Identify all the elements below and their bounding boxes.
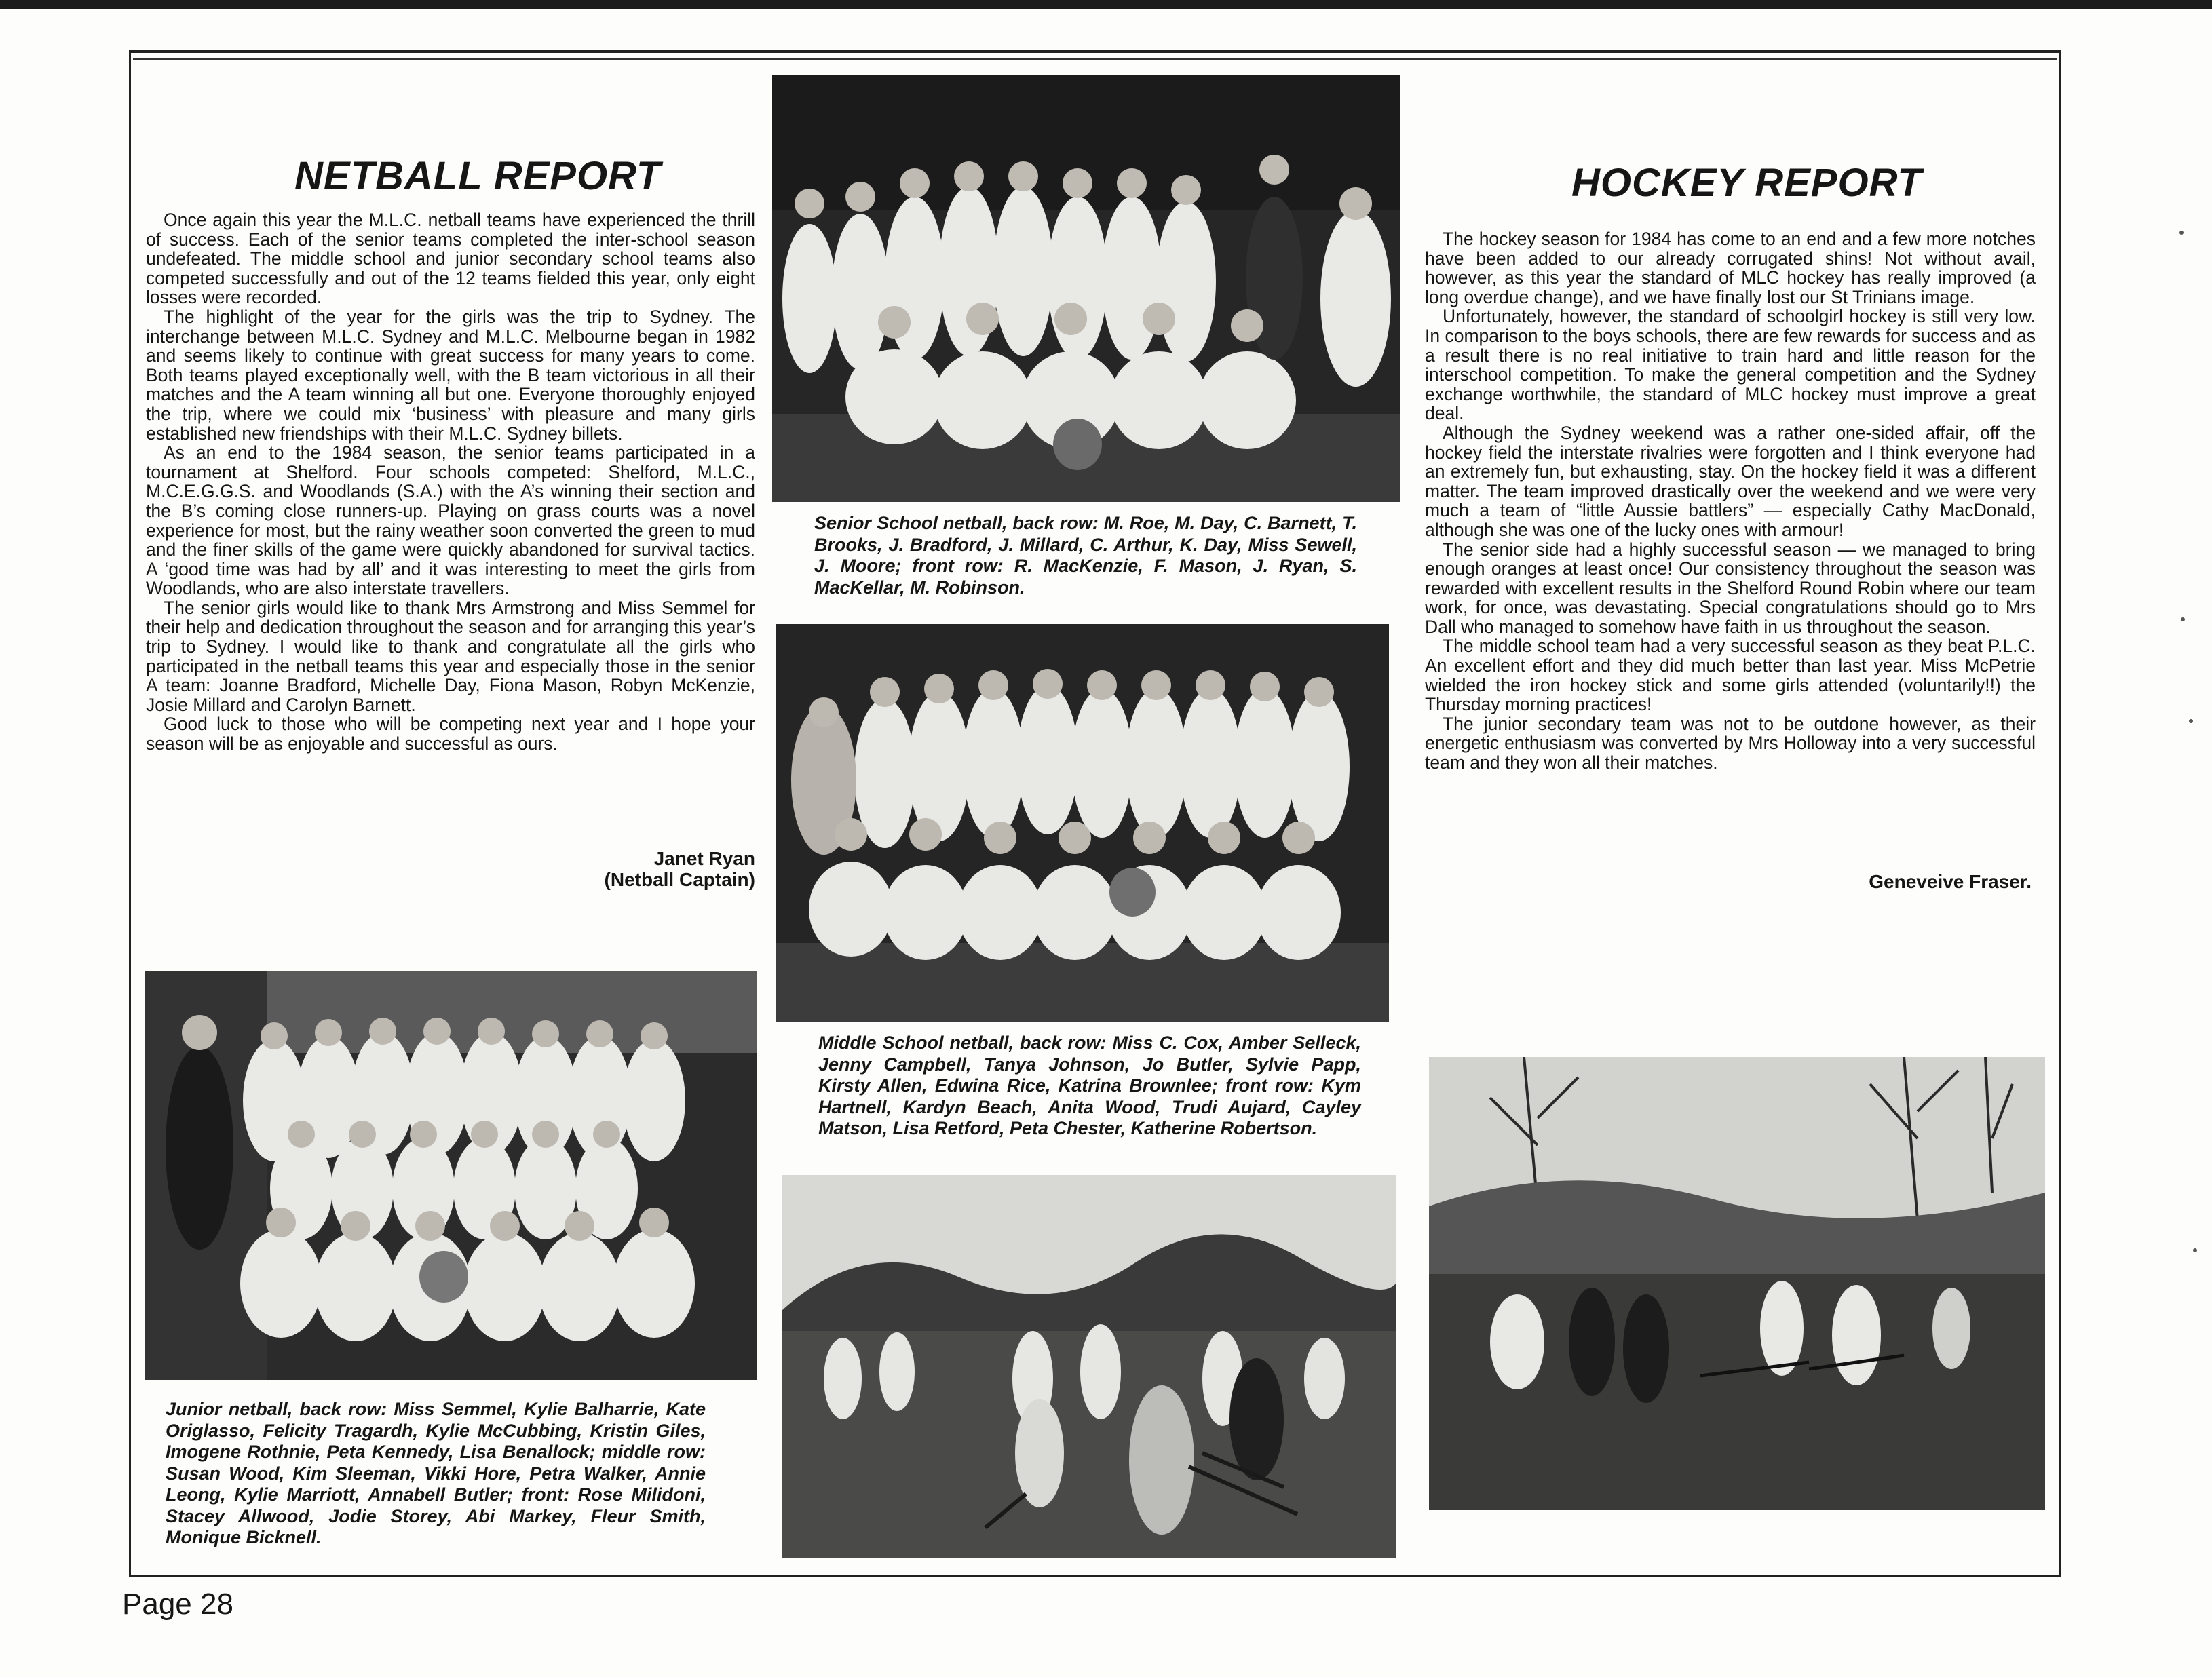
netball-paragraph: The highlight of the year for the girls was the trip to Sydney. The interchange between M.L.C. Sydney and M.L.C. Melbourne began in 1982 and seems likely to continue with great success for many years to come. Both teams played exceptionally well, with the B team victorious in all their matches and the A team winning all but one. Everyone thoroughly enjoyed the trip, where we could mix ‘business’ with pleasure and many girls established new friendships with their M.L.C. Sydney billets. (146, 306, 755, 444)
junior-netball-caption: Junior netball, back row: Miss Semmel, Kylie Balharrie, Kate Origlasso, Felicity Tragardh, Kylie McCubbing, Kristin Giles, Imogene Rothnie, Peta Kennedy, Lisa Benallock; middle row: Susan Wood, Kim Sleeman, Vikki Hore, Petra Walker, Annie Leong, Kylie Marriott, Annabell Butler; front: Rose Milidoni, Stacey Allwood, Jodie Storey, Abi Markey, Fleur Smith, Monique Bicknell. (166, 1399, 706, 1547)
hockey-paragraph: Although the Sydney weekend was a rather one-sided affair, off the hockey field the interstate rivalries were forgotten and I think everyone had an extremely fun, but exhausting, stay. On the hockey field it was a different matter. The team improved drastically over the weekend and we were very much a team of “little Aussie battlers” — especially Cathy MacDonald, although she was one of the lucky ones with armour! (1425, 422, 2036, 540)
senior-netball-caption: Senior School netball, back row: M. Roe, M. Day, C. Barnett, T. Brooks, J. Bradford, J. Millard, C. Arthur, K. Day, Miss Sewell, J. Moore; front row: R. MacKenzie, F. Mason, J. Ryan, S. MacKellar, M. Robinson. (814, 513, 1357, 598)
hockey-paragraph: The senior side had a highly successful season — we managed to bring enough oranges at least once! Our consistency throughout the season was rewarded with excellent results in the Shelford Round Robin where our team work, for once, was devastating. Special congratulations should go to Mrs Dall who managed to somehow have faith in us throughout the season. (1425, 539, 2036, 637)
hockey-paragraph: The junior secondary team was not to be outdone however, as their energetic enthusiasm was converted by Mrs Holloway into a very successful team and they won all their matches. (1425, 713, 2036, 773)
netball-paragraph: As an end to the 1984 season, the senior teams participated in a tournament at Shelford. Four schools competed: Shelford, M.L.C., M.C.E.G.G.S. and Woodlands (S.A.) with the A’s winning their section and the B’s coming close runners-up. Playing on grass courts was a novel experience for most, but the rainy weather soon converted the green to mud and the finer skills of the game were quickly abandoned for survival tactics. A ‘good time was had by all’ and it was interesting to meet the girls from Woodlands, who are also interstate travellers. (146, 442, 755, 599)
netball-paragraph: Once again this year the M.L.C. netball teams have experienced the thrill of success. Each of the senior teams completed the inter-school season undefeated. The middle school and junior secondary school teams also competed successfully and out of the 12 teams fielded this year, only eight losses were recorded. (146, 210, 755, 308)
scan-speck (2189, 719, 2193, 723)
senior-netball-photo (772, 75, 1400, 502)
hockey-heading: HOCKEY REPORT (1571, 161, 1922, 205)
hockey-author: Geneveive Fraser. (1869, 871, 2032, 892)
hockey-paragraph: Unfortunately, however, the standard of schoolgirl hockey is still very low. In comparison to the boys schools, there are few rewards for success and as a result there is no real initiative to train hard and little reason for the interschool competition. To make the general competition and the Sydney exchange worthwhile, the standard of MLC hockey must improve a great deal. (1425, 306, 2036, 424)
scan-speck (2193, 1248, 2197, 1252)
netball-paragraph: Good luck to those who will be competing next year and I hope your season will be as enjoyable and successful as ours. (146, 714, 755, 754)
frame-rule (133, 58, 2057, 60)
hockey-article (1425, 229, 2036, 773)
scan-speck (2179, 231, 2184, 235)
page-number: Page 28 (122, 1587, 233, 1621)
hockey-paragraph: The middle school team had a very successful season as they beat P.L.C. An excellent effort and they did much better than last year. Miss McPetrie wielded the iron hockey stick and some girls attended (voluntarily!!) the Thursday morning practices! (1425, 636, 2036, 715)
netball-article (146, 210, 755, 754)
netball-author: Janet Ryan (653, 848, 755, 869)
hockey-match-photo-left (782, 1175, 1396, 1558)
hockey-paragraph: The hockey season for 1984 has come to an end and a few more notches have been added to our already corrugated shins! Not without avail, however, as this year the standard of MLC hockey has really improved (a long overdue change), and we have finally lost our St Trinians image. (1425, 229, 2036, 307)
middle-netball-photo (776, 624, 1389, 1022)
netball-paragraph: The senior girls would like to thank Mrs Armstrong and Miss Semmel for their help and dedication throughout the season and for arranging this year’s trip to Sydney. I would like to thank and congratulate all the girls who participated in the netball teams this year and especially those in the senior A team: Joanne Bradford, Michelle Day, Fiona Mason, Robyn McKenzie, Josie Millard and Carolyn Barnett. (146, 597, 755, 715)
scan-top-edge (0, 0, 2212, 9)
netball-heading: NETBALL REPORT (294, 154, 662, 198)
junior-netball-photo (145, 971, 757, 1380)
middle-netball-caption: Middle School netball, back row: Miss C. Cox, Amber Selleck, Jenny Campbell, Tanya Johnson, Jo Butler, Sylvie Papp, Kirsty Allen, Edwina Rice, Katrina Brownlee; front row: Kym Hartnell, Kardyn Beach, Anita Wood, Trudi Aujard, Cayley Matson, Lisa Retford, Peta Chester, Katherine Robertson. (818, 1033, 1361, 1138)
netball-author-role: (Netball Captain) (604, 869, 755, 890)
scan-speck (2181, 617, 2185, 621)
netball-signature (475, 848, 755, 890)
hockey-match-photo-right (1429, 1057, 2045, 1510)
